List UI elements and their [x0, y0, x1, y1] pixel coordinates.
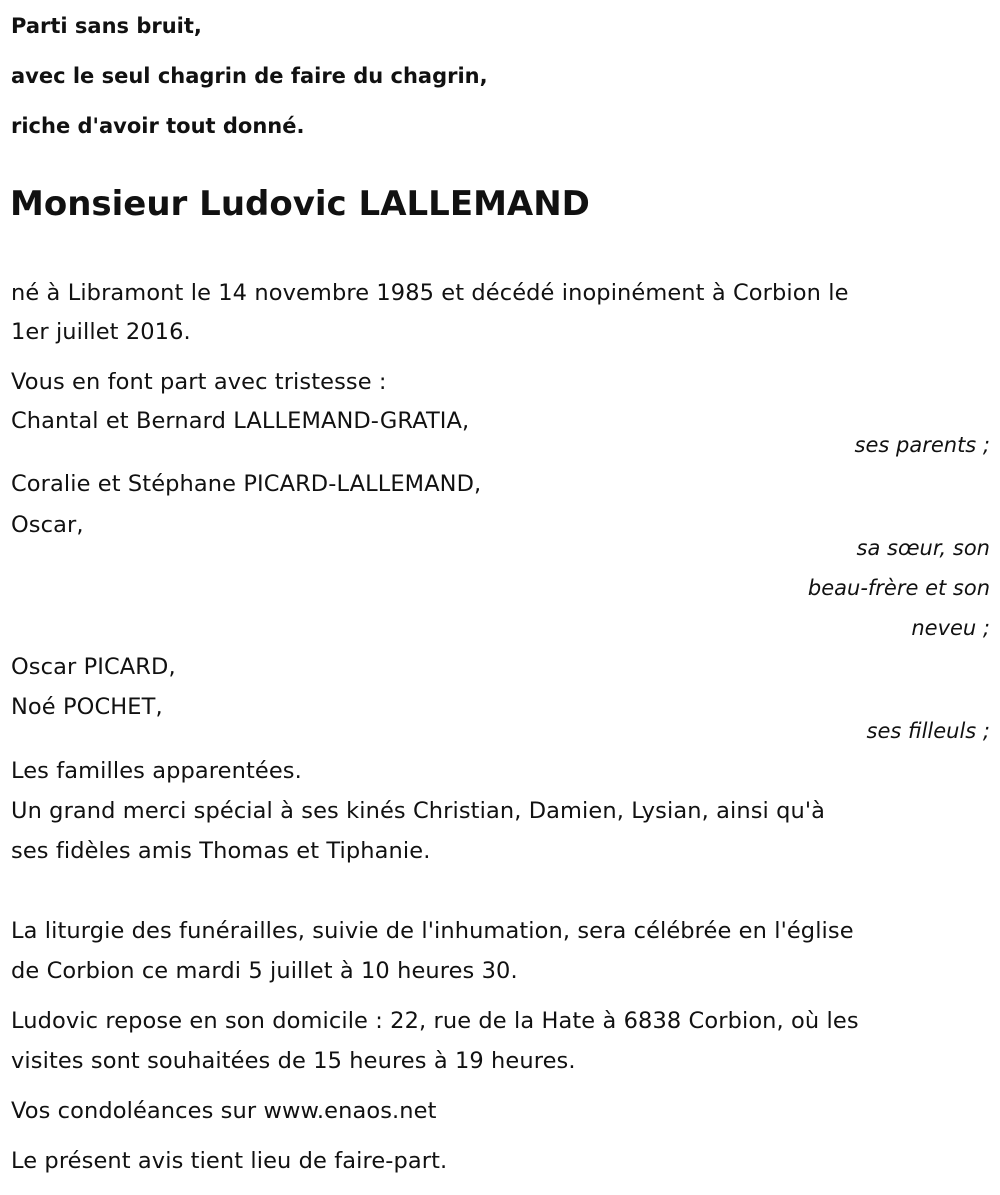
funeral-line-2: de Corbion ce mardi 5 juillet à 10 heures 30. — [11, 958, 518, 984]
condolences-link[interactable]: www.enaos.net — [263, 1098, 437, 1124]
page-title: Monsieur Ludovic LALLEMAND — [10, 184, 590, 224]
epigraph-line-1: Parti sans bruit, — [11, 14, 202, 38]
visitation-line-1: Ludovic repose en son domicile : 22, rue de la Hate à 6838 Corbion, où les — [11, 1008, 859, 1034]
families-line: Les familles apparentées. — [11, 758, 302, 784]
condolences-line — [11, 1097, 437, 1125]
announcement-intro: Vous en font part avec tristesse : — [11, 369, 387, 395]
funeral-line-1: La liturgie des funérailles, suivie de l'inhumation, sera célébrée en l'église — [11, 918, 854, 944]
family-relation: sa sœur, son — [856, 536, 990, 560]
condolences-prefix: Vos condoléances sur — [11, 1098, 264, 1124]
family-name: Chantal et Bernard LALLEMAND-GRATIA, — [11, 408, 470, 434]
thanks-line-2: ses fidèles amis Thomas et Tiphanie. — [11, 838, 431, 864]
family-name: Coralie et Stéphane PICARD-LALLEMAND, — [11, 471, 482, 497]
epigraph-line-3: riche d'avoir tout donné. — [11, 114, 305, 138]
family-name: Oscar, — [11, 512, 84, 538]
family-relation: ses filleuls ; — [866, 719, 990, 743]
visitation-line-2: visites sont souhaitées de 15 heures à 19 heures. — [11, 1048, 576, 1074]
family-relation: beau-frère et son — [807, 576, 990, 600]
birth-death-line-2: 1er juillet 2016. — [11, 319, 191, 345]
family-name: Oscar PICARD, — [11, 654, 176, 680]
family-relation: ses parents ; — [854, 433, 990, 457]
family-relation: neveu ; — [911, 616, 990, 640]
thanks-line-1: Un grand merci spécial à ses kinés Christian, Damien, Lysian, ainsi qu'à — [11, 798, 826, 824]
closing-line: Le présent avis tient lieu de faire-part. — [11, 1148, 448, 1174]
epigraph-line-2: avec le seul chagrin de faire du chagrin, — [11, 64, 488, 88]
family-name: Noé POCHET, — [11, 694, 163, 720]
birth-death-line-1: né à Libramont le 14 novembre 1985 et décédé inopinément à Corbion le — [11, 280, 849, 306]
